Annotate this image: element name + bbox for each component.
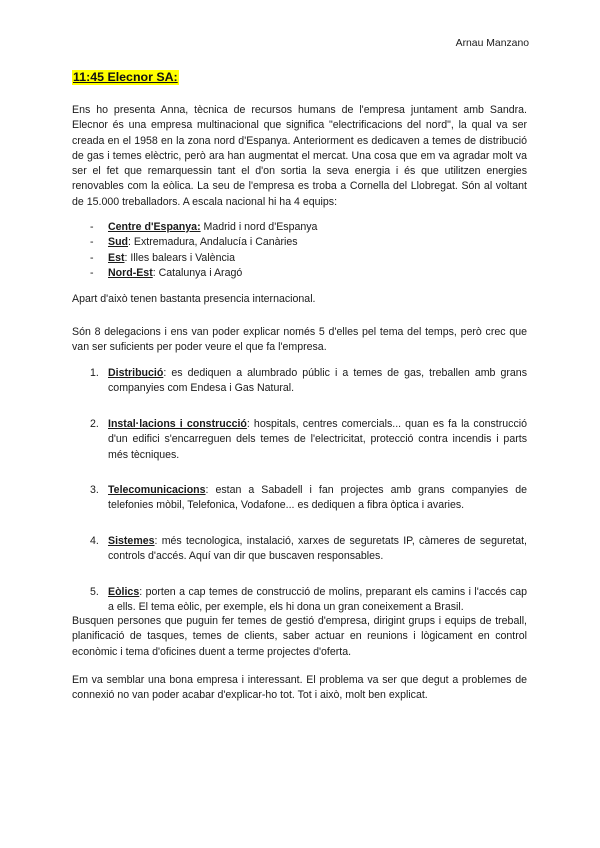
delegations-list — [90, 366, 527, 616]
list-item: 3. Telecomunicacions: estan a Sabadell i fan projectes amb grans companyies de telefonies mòbil, Telefonica, Vodafone... es dediquen a fibra òptica i avaries. — [90, 484, 527, 512]
team-name: Centre d'Espanya: — [108, 221, 201, 233]
delegation-name: Sistemes — [108, 535, 155, 547]
list-item: 2. Instal·lacions i construcció: hospitals, centres comercials... quan es fa la construcció d'un edifici s'encarreguen dels temes de l'electricitat, protecció contra incendis i parts més tècniques. — [90, 418, 527, 461]
team-name: Sud — [108, 236, 129, 249]
conclusion-paragraph: Em va semblar una bona empresa i interessant. El problema va ser que degut a problemes de connexió no van poder acabar d'explicar-ho tot. Tot i això, molt ben explicat. — [72, 674, 527, 702]
list-item: - Centre d'Espanya: Madrid i nord d'Espanya — [90, 221, 318, 233]
team-regions: Madrid i nord d'Espanya — [200, 221, 318, 233]
document-title: 11:45 Elecnor SA: — [73, 70, 178, 84]
list-item: - Est: Illes balears i València — [90, 251, 236, 264]
list-item: - Nord-Est: Catalunya i Aragó — [90, 266, 243, 279]
delegation-description: : hospitals, centres comercials... quan es fa la construcció d'un edifici s'encarreguen dels temes de l'electricitat, protecció contra incendis i parts més tècniques. — [108, 418, 527, 461]
list-item: - Sud: Extremadura, Andalucía i Canàries — [90, 236, 298, 249]
delegations-intro-paragraph: Són 8 delegacions i ens van poder explicar només 5 d'elles pel tema del temps, però crec que van ser suficients per poder veure el que fa l'empresa. — [72, 326, 527, 354]
team-name: Nord-Est — [108, 266, 153, 279]
delegation-description: : porten a cap temes de construcció de molins, preparant els camins i l'accés cap a ells. El tema eòlic, per exemple, els hi dona un gran coneixement a Brasil. — [108, 586, 527, 614]
delegation-description: : es dediquen a alumbrado públic i a temes de gas, treballen amb grans companyies com Endesa i Gas Natural. — [108, 367, 527, 395]
list-item: 5. Eòlics: porten a cap temes de construcció de molins, preparant els camins i l'accés cap a ells. El tema eòlic, per exemple, els hi dona un gran coneixement a Brasil. — [90, 586, 527, 614]
intro-paragraph: Ens ho presenta Anna, tècnica de recursos humans de l'empresa juntament amb Sandra. Elecnor és una empresa multinacional que significa "electrificacions del nord", la qual va ser creada en el 1958 en la zona nord d'Espanya. Anteriorment es dedicaven a temes de distribució de gas i temes elèctric, però ara han augmentat el mercat. Una cosa que em va agradar molt va ser el fet que remarquessin tant el d'on sortia la seva energia i és que utilitzen energies renovables com la eòlica. La seu de l'empresa es troba a Cornella del Llobregat. Són al voltant de 15.000 treballadors. A escala nacional hi ha 4 equips: — [72, 104, 527, 208]
list-item: 1. Distribució: es dediquen a alumbrado públic i a temes de gas, treballen amb grans companyies com Endesa i Gas Natural. — [90, 367, 527, 395]
team-regions: : Catalunya i Aragó — [152, 266, 243, 279]
profiles-paragraph: Busquen persones que puguin fer temes de gestió d'empresa, dirigint grups i equips de treball, planificació de tasques, temes de clients, saber actuar en reunions i lògicament en control econòmic i tema d'oficines duent a terme projectes d'oferta. — [72, 615, 527, 658]
team-regions: : Illes balears i València — [124, 251, 236, 264]
delegation-name: Telecomunicacions — [108, 484, 206, 496]
list-item: 4. Sistemes: més tecnologica, instalació, xarxes de seguretats IP, càmeres de seguretat, controls d'accés. Aquí van dir que buscaven responsables. — [90, 535, 527, 563]
delegation-name: Instal·lacions i construcció — [108, 418, 247, 430]
team-regions: : Extremadura, Andalucía i Canàries — [128, 236, 298, 249]
delegation-name: Eòlics — [108, 586, 140, 598]
team-name: Est — [108, 251, 125, 264]
teams-list — [90, 220, 317, 281]
title-block — [72, 70, 179, 86]
delegation-description: : més tecnologica, instalació, xarxes de seguretats IP, càmeres de seguretat, controls d'accés. Aquí van dir que buscaven responsables. — [108, 535, 527, 563]
delegation-name: Distribució — [108, 367, 164, 379]
delegation-description: : estan a Sabadell i fan projectes amb grans companyies de telefonies mòbil, Telefonica, Vodafone... es dediquen a fibra òptica i avaries. — [108, 484, 527, 512]
international-paragraph: Apart d'això tenen bastanta presencia internacional. — [72, 293, 316, 305]
author-name: Arnau Manzano — [455, 38, 529, 49]
